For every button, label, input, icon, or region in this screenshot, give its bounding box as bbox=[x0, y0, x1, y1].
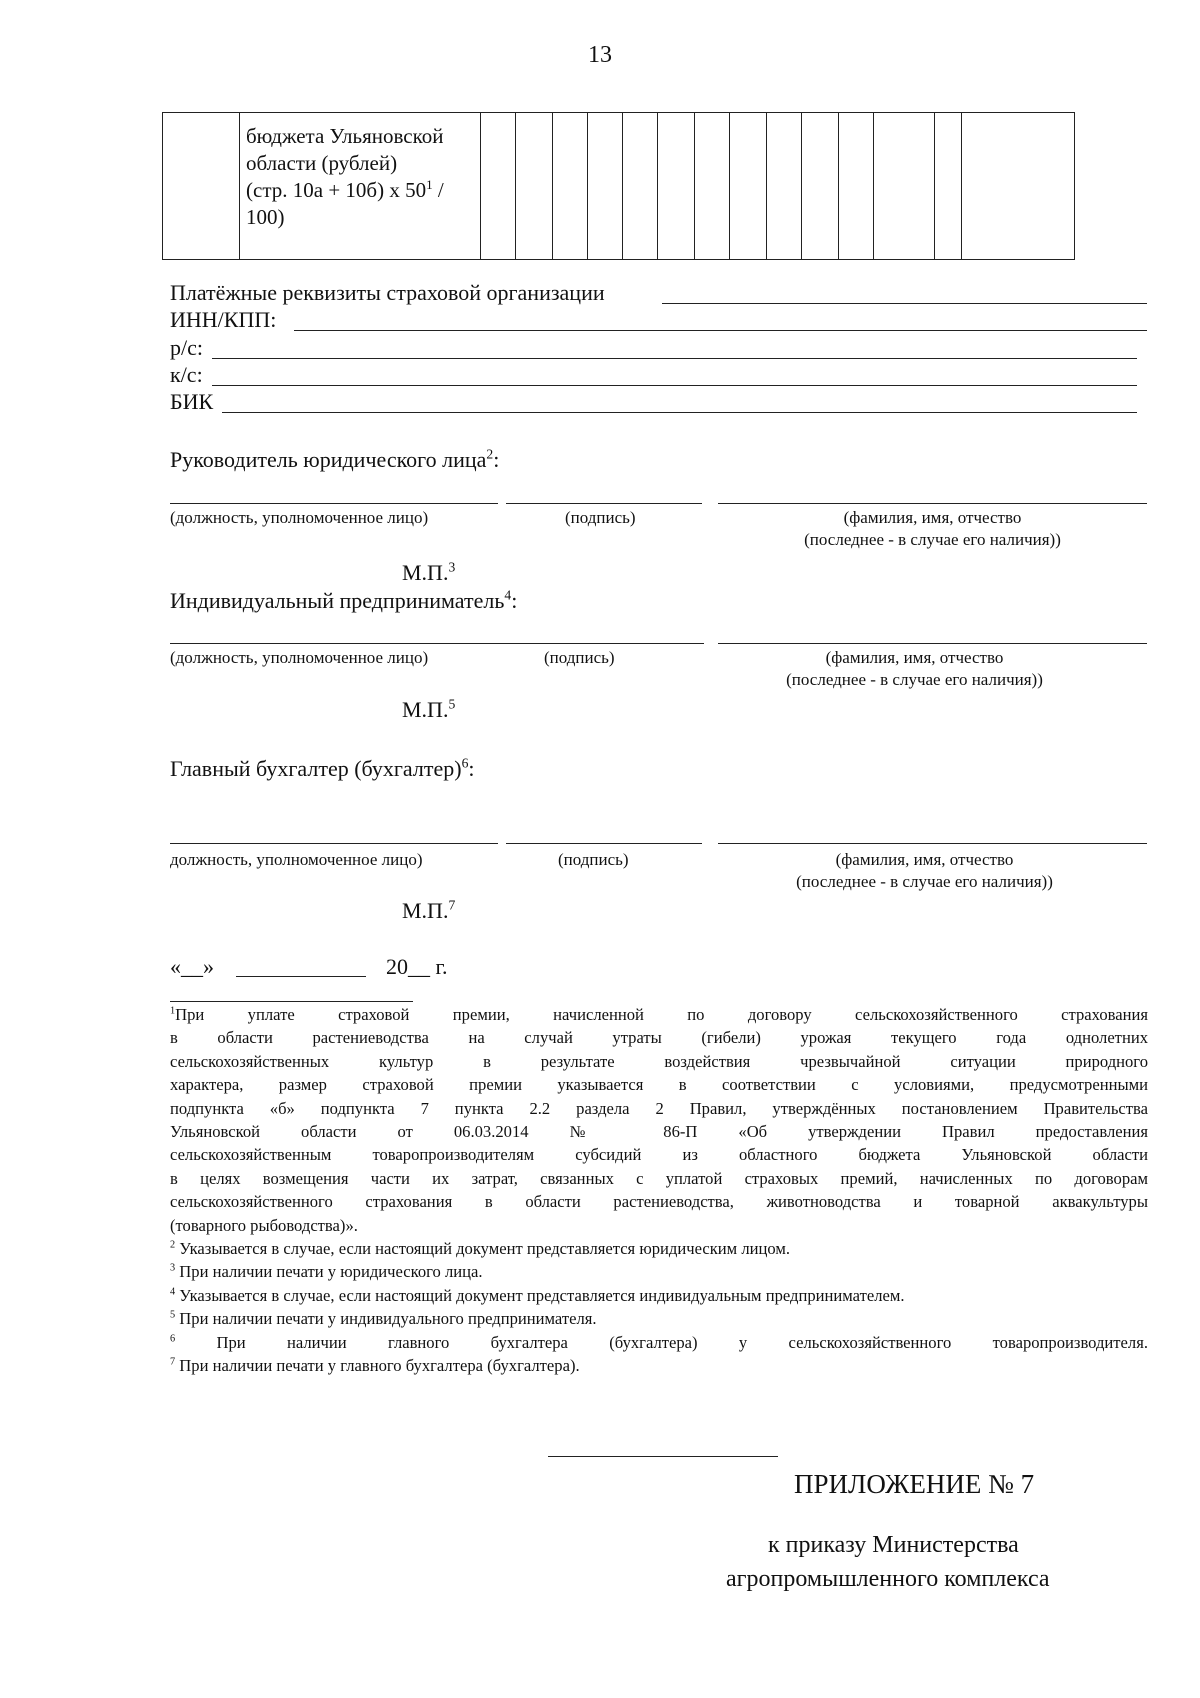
position-line bbox=[170, 843, 498, 844]
fio-line bbox=[718, 643, 1147, 644]
footnote-1-line: характера, размер страховой премии указывается в соответствии с условиями, предусмотренными bbox=[170, 1075, 1148, 1095]
accountant-title: Главный бухгалтер (бухгалтер)$^6$: bbox=[170, 755, 475, 781]
table-cell-number bbox=[163, 113, 240, 260]
date-year: 20__ г. bbox=[386, 954, 448, 979]
signature-caption: (подпись) bbox=[544, 648, 615, 667]
table-cell bbox=[935, 113, 962, 260]
stamp-label: М.П.$^5$ bbox=[402, 696, 456, 722]
fio-caption: (фамилия, имя, отчество (последнее - в случае его наличия)) bbox=[786, 648, 1043, 689]
footnote-6: $^6$ При наличии главного бухгалтера (бухгалтера) у сельскохозяйственного товаропроизводителя. bbox=[170, 1332, 1148, 1352]
footnote-1: $^1$При уплате страховой премии, начисленной по договору сельскохозяйственного страхования bbox=[170, 1005, 1148, 1024]
rs-line bbox=[212, 358, 1137, 359]
ks-line bbox=[212, 385, 1137, 386]
label-line: (стр. 10а + 10б) х $50^1$ / bbox=[246, 177, 444, 202]
bik-label: БИК bbox=[170, 389, 214, 414]
signature-caption: (подпись) bbox=[558, 850, 629, 869]
footnote-3: $^3$ При наличии печати у юридического лица. bbox=[170, 1262, 483, 1282]
table-cell bbox=[695, 113, 730, 260]
footnote-1-line: подпункта «б» подпункта 7 пункта 2.2 раздела 2 Правил, утверждённых постановлением Правительства bbox=[170, 1098, 1148, 1118]
footnote-1-line: в области растениеводства на случай утраты (гибели) урожая текущего года однолетних bbox=[170, 1028, 1148, 1048]
calculation-table bbox=[162, 112, 1075, 260]
date-day: «__» bbox=[170, 954, 214, 979]
footnote-4: $^4$ Указывается в случае, если настоящий документ представляется индивидуальным предпринимателем. bbox=[170, 1285, 905, 1305]
signature-caption: (подпись) bbox=[565, 508, 636, 527]
table-cell bbox=[481, 113, 516, 260]
appendix-line-2: агропромышленного комплекса bbox=[726, 1566, 1050, 1592]
appendix-title: ПРИЛОЖЕНИЕ № 7 bbox=[794, 1469, 1035, 1499]
inn-line bbox=[294, 330, 1147, 331]
rs-label: р/с: bbox=[170, 335, 203, 360]
signature-line bbox=[506, 503, 702, 504]
footnote-1-line: Ульяновской области от 06.03.2014 № 86-П «Об утверждении Правил предоставления bbox=[170, 1122, 1148, 1142]
table-cell bbox=[516, 113, 553, 260]
label-line: бюджета Ульяновской bbox=[246, 124, 444, 148]
table-cell bbox=[588, 113, 623, 260]
footnote-7: $^7$ При наличии печати у главного бухгалтера (бухгалтера). bbox=[170, 1356, 580, 1376]
bik-line bbox=[222, 412, 1137, 413]
footnote-1-line: сельскохозяйственного страхования в области растениеводства, животноводства и товарной аквакультуры bbox=[170, 1192, 1148, 1212]
table-cell bbox=[839, 113, 874, 260]
position-caption: (должность, уполномоченное лицо) bbox=[170, 648, 429, 667]
position-signature-line bbox=[170, 643, 704, 644]
table-cell bbox=[553, 113, 588, 260]
table-cell bbox=[658, 113, 695, 260]
table-cell bbox=[802, 113, 839, 260]
fio-caption: (фамилия, имя, отчество (последнее - в случае его наличия)) bbox=[804, 508, 1061, 549]
label-line: 100) bbox=[246, 205, 285, 229]
footnote-separator bbox=[170, 1001, 413, 1002]
table-row bbox=[163, 113, 1075, 260]
fio-caption: (фамилия, имя, отчество (последнее - в случае его наличия)) bbox=[796, 850, 1053, 891]
footnotes bbox=[170, 1003, 1148, 1378]
ie-title: Индивидуальный предприниматель$^4$: bbox=[170, 587, 518, 613]
position-caption: (должность, уполномоченное лицо) bbox=[170, 508, 429, 527]
footnote-1-line: в целях возмещения части их затрат, связанных с уплатой страховых премий, начисленных по договорам bbox=[170, 1168, 1148, 1188]
appendix-separator bbox=[548, 1456, 778, 1457]
stamp-label: М.П.$^7$ bbox=[402, 897, 456, 923]
payment-heading: Платёжные реквизиты страховой организации bbox=[170, 280, 605, 305]
payment-heading-line bbox=[662, 303, 1147, 304]
position-caption: должность, уполномоченное лицо) bbox=[170, 850, 423, 869]
footnote-1-line: сельскохозяйственных культур в результате воздействия чрезвычайной ситуации природного bbox=[170, 1051, 1148, 1071]
footnote-1-line: сельскохозяйственным товаропроизводителям субсидий из областного бюджета Ульяновской области bbox=[170, 1145, 1148, 1165]
table-cell-label bbox=[240, 113, 481, 260]
table-cell bbox=[874, 113, 935, 260]
stamp-label: М.П.$^3$ bbox=[402, 559, 456, 585]
footnote-2: $^2$ Указывается в случае, если настоящий документ представляется юридическим лицом. bbox=[170, 1239, 790, 1259]
head-title: Руководитель юридического лица$^2$: bbox=[170, 446, 500, 472]
label-line: области (рублей) bbox=[246, 151, 398, 175]
table-cell bbox=[962, 113, 1075, 260]
position-line bbox=[170, 503, 498, 504]
date-month-line bbox=[236, 976, 366, 977]
inn-label: ИНН/КПП: bbox=[170, 307, 277, 332]
page-number: 13 bbox=[588, 42, 612, 68]
footnote-1-line: (товарного рыбоводства)». bbox=[170, 1215, 358, 1235]
footnote-5: $^5$ При наличии печати у индивидуального предпринимателя. bbox=[170, 1309, 597, 1329]
table-cell bbox=[730, 113, 767, 260]
table-cell bbox=[767, 113, 802, 260]
appendix-line-1: к приказу Министерства bbox=[768, 1532, 1019, 1558]
table-cell bbox=[623, 113, 658, 260]
fio-line bbox=[718, 503, 1147, 504]
fio-line bbox=[718, 843, 1147, 844]
ks-label: к/с: bbox=[170, 362, 203, 387]
signature-line bbox=[506, 843, 702, 844]
